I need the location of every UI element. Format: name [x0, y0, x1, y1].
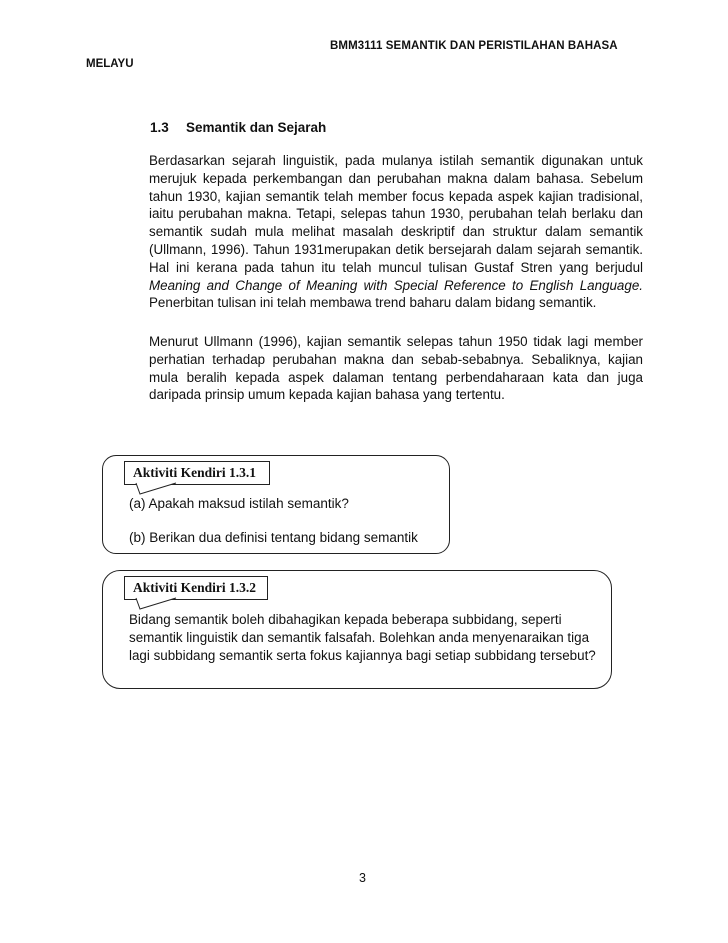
activity-2-text: Bidang semantik boleh dibahagikan kepada beberapa subbidang, seperti semantik linguistik dan semantik falsafah. Bolehkan anda menyenaraikan tiga lagi subbidang semantik serta fokus kajiannya bagi setiap subbidang tersebut? — [129, 612, 596, 663]
paragraph-history — [149, 152, 643, 312]
activity-1-question-a: (a) Apakah maksud istilah semantik? — [129, 496, 349, 511]
page-number: 3 — [359, 871, 366, 885]
paragraph-history-text-1: Berdasarkan sejarah linguistik, pada mulanya istilah semantik digunakan untuk merujuk kepada perkembangan dan perubahan makna dalam bahasa. Sebelum tahun 1930, kajian semantik telah member focus kepada aspek kajian tradisional, iaitu perubahan makna. Tetapi, selepas tahun 1930, perubahan telah berlaku dan semantik sudah mula melihat masalah deskriptif dan struktur dalam semantik (Ullmann, 1996). Tahun 1931merupakan detik bersejarah dalam sejarah semantik. Hal ini kerana pada tahun itu telah muncul tulisan Gustaf Stren yang berjudul — [149, 153, 643, 275]
header-course-title: BMM3111 SEMANTIK DAN PERISTILAHAN BAHASA — [330, 40, 618, 52]
activity-1-question-b: (b) Berikan dua definisi tentang bidang semantik — [129, 530, 418, 545]
paragraph-ullmann: Menurut Ullmann (1996), kajian semantik selepas tahun 1950 tidak lagi member perhatian terhadap perubahan makna dan sebab-sebabnya. Sebaliknya, kajian mula beralih kepada aspek dalaman tentang perbendaharaan kata dan juga daripada prinsip umum kepada kajian bahasa yang tertentu. — [149, 334, 643, 403]
book-title: Meaning and Change of Meaning with Special Reference to English Language. — [149, 277, 643, 293]
section-title: Semantik dan Sejarah — [186, 120, 327, 135]
section-heading — [150, 120, 326, 135]
section-number: 1.3 — [150, 120, 169, 135]
header-course-title-continued: MELAYU — [86, 58, 134, 70]
paragraph-history-text-2: Penerbitan tulisan ini telah membawa trend baharu dalam bidang semantik. — [149, 295, 597, 311]
callout-pointer-icon — [124, 597, 184, 611]
activity-2-label: Aktiviti Kendiri 1.3.2 — [124, 576, 268, 600]
activity-1-label: Aktiviti Kendiri 1.3.1 — [124, 461, 270, 485]
callout-pointer-icon — [124, 482, 184, 496]
